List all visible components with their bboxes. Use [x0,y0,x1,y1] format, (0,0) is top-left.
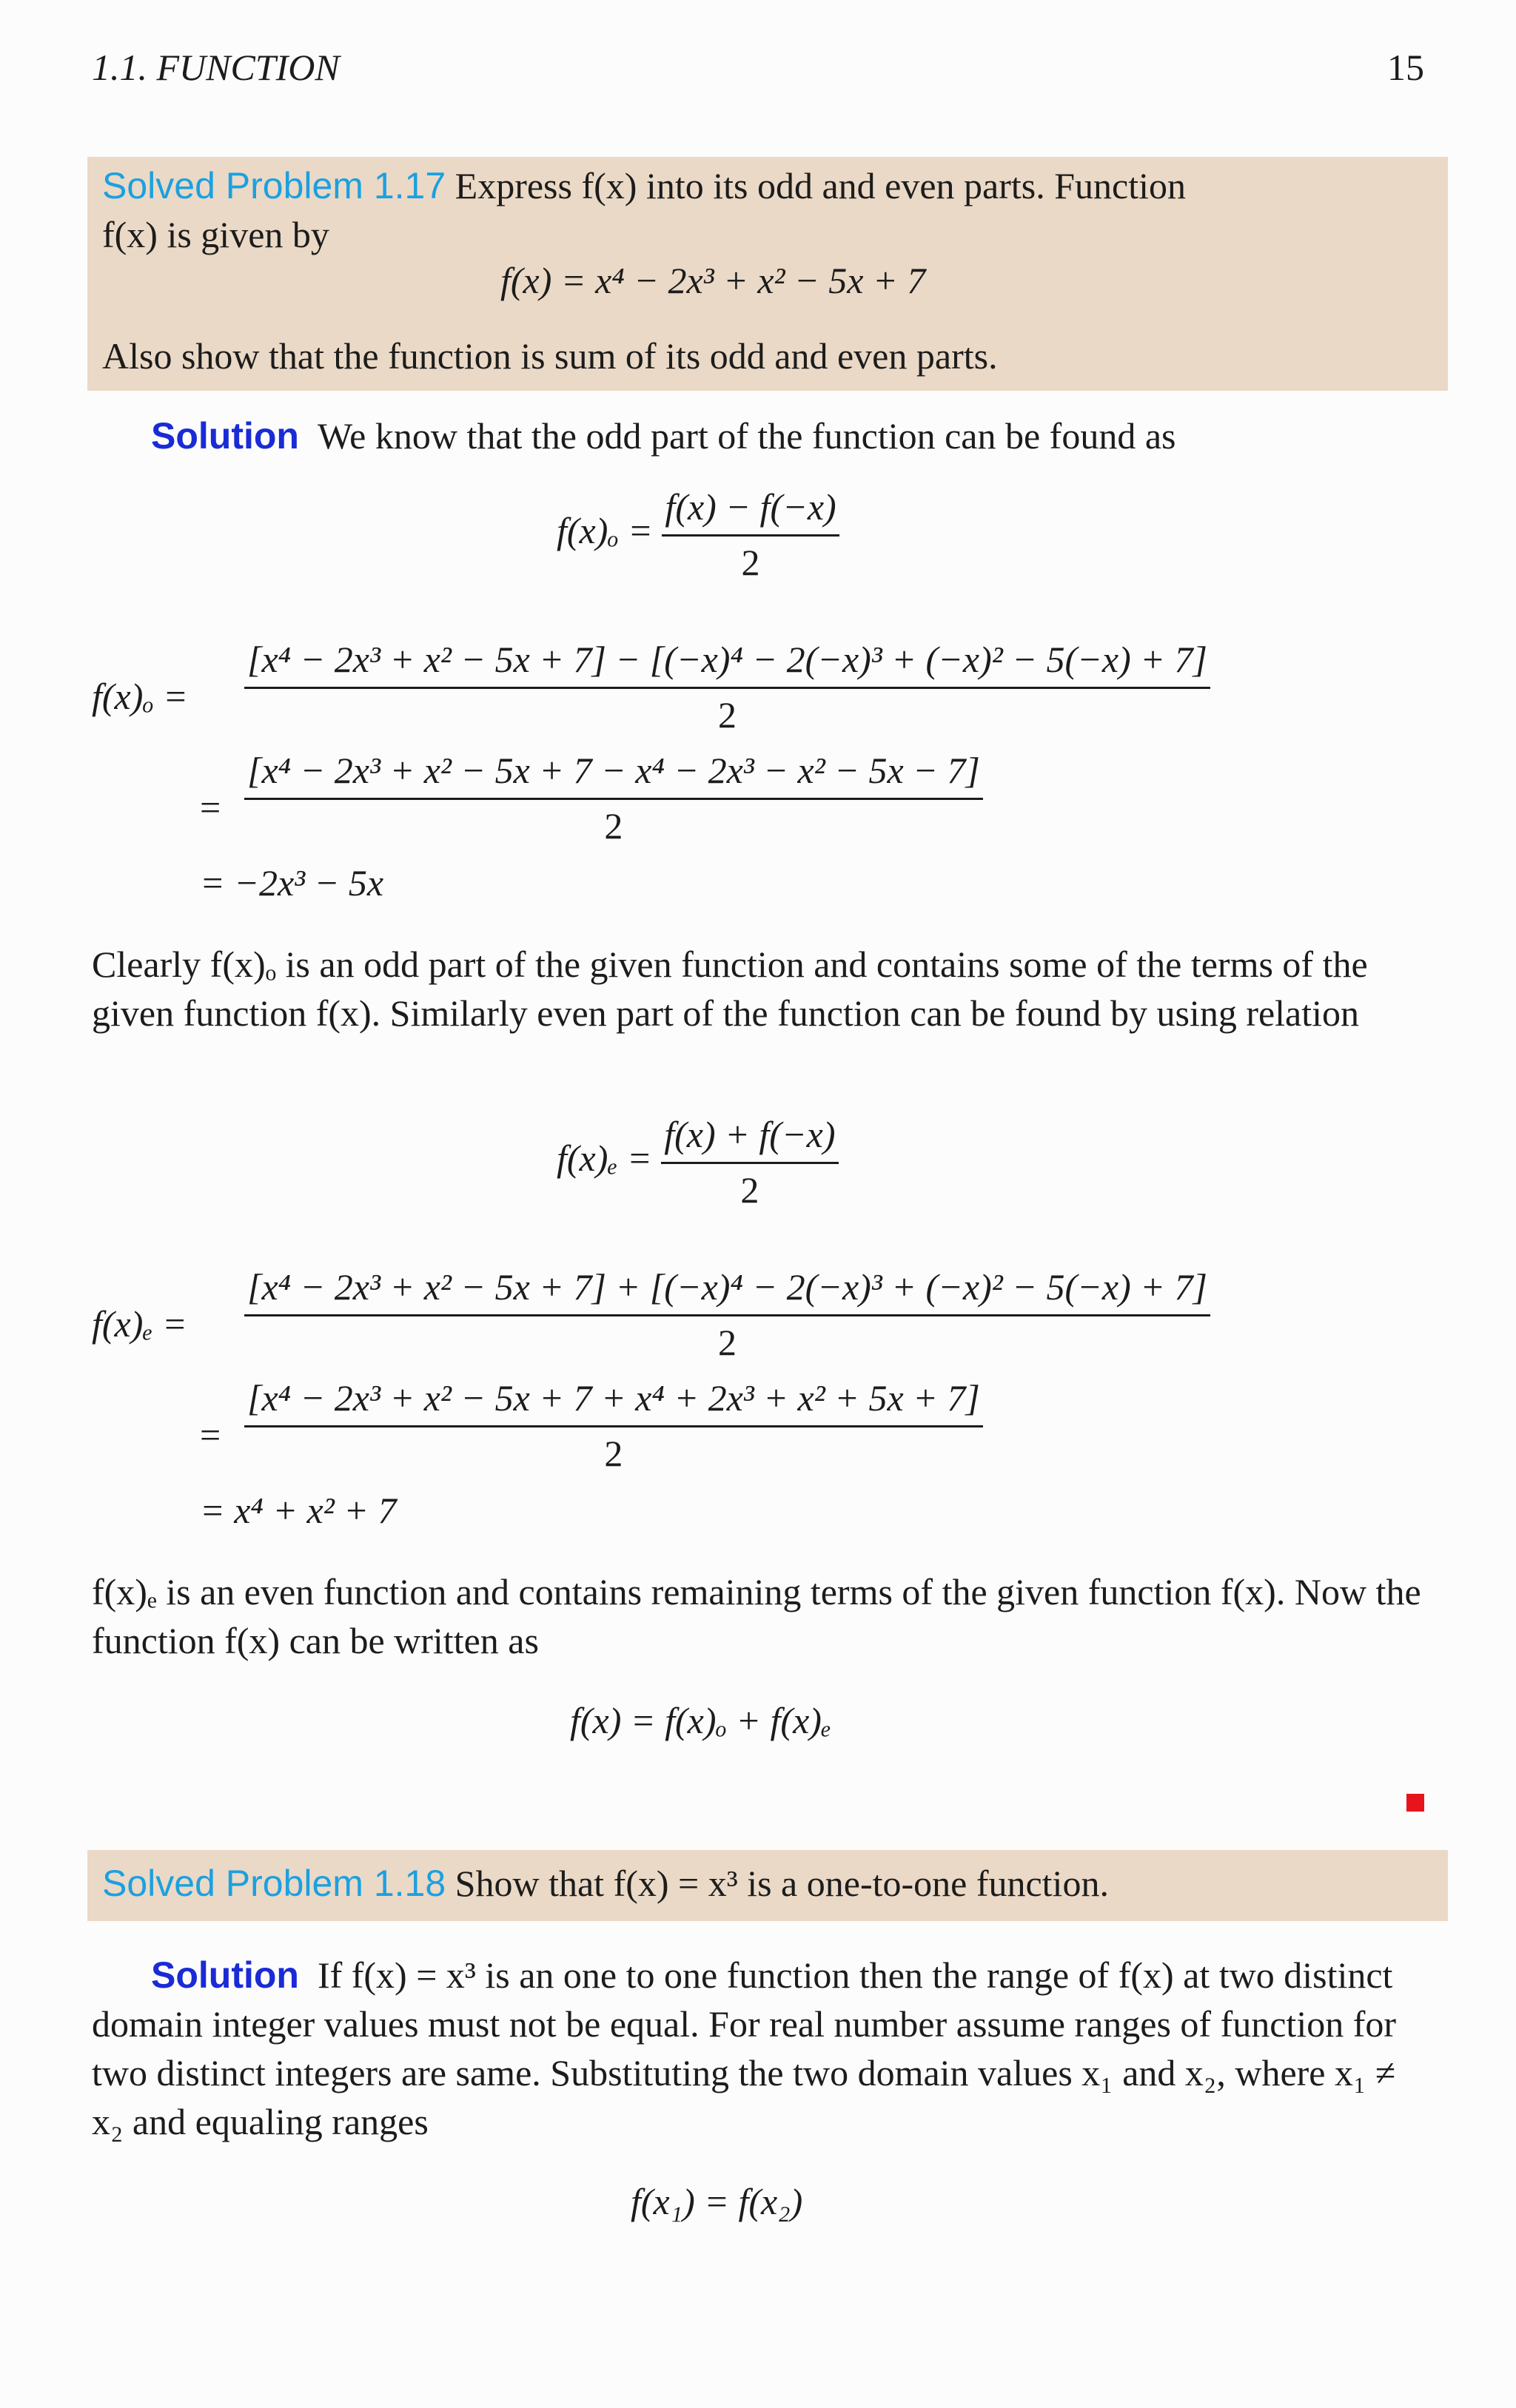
solution-1-18-paragraph [92,1951,1424,2146]
even-def-numerator: f(x) + f(−x) [661,1113,838,1164]
running-header-section: 1.1. FUNCTION [92,47,340,88]
odd-def-numerator: f(x) − f(−x) [662,485,839,537]
odd-lhs: f(x)ₒ = [92,676,188,717]
problem-text-line2: f(x) is given by [102,214,329,255]
odd-def-lhs: f(x)ₒ = [557,509,653,551]
problem-1-17-statement [102,161,1435,210]
problem-text-end: Also show that the function is sum of its odd and even parts. [102,335,998,377]
odd-step2-denominator: 2 [604,805,623,847]
even-step2-denominator: 2 [604,1433,623,1474]
solution-1-18-equation: f(x₁) = f(x₂) [631,2181,803,2222]
qed-mark [1406,1794,1424,1812]
odd-definition [557,485,839,584]
even-step2-numerator: [x⁴ − 2x³ + x² − 5x + 7 + x⁴ + 2x³ + x² + 5x + 7] [244,1376,983,1427]
page-number: 15 [1387,47,1424,88]
even-step1-numerator: [x⁴ − 2x³ + x² − 5x + 7] + [(−x)⁴ − 2(−x)³ + (−x)² − 5(−x) + 7] [244,1265,1210,1316]
problem-label: Solved Problem 1.17 [102,165,446,206]
paragraph-even-explanation: f(x)ₑ is an even function and contains remaining terms of the given function f(x). Now the function f(x) can be written as [92,1571,1421,1661]
paragraph-odd-explanation: Clearly f(x)ₒ is an odd part of the given function and contains some of the terms of the given function f(x). Similarly even part of the function can be found by using relation [92,944,1368,1034]
solution-label-1-18: Solution [151,1954,299,1996]
even-step2 [244,1376,983,1475]
even-step1 [244,1265,1210,1364]
problem-1-18-statement [102,1859,1435,1908]
odd-step2-numerator: [x⁴ − 2x³ + x² − 5x + 7 − x⁴ − 2x³ − x² − 5x − 7] [244,749,983,800]
odd-step1-numerator: [x⁴ − 2x³ + x² − 5x + 7] − [(−x)⁴ − 2(−x)³ + (−x)² − 5(−x) + 7] [244,638,1210,689]
solution-intro [151,411,1483,460]
odd-step2-equals: = [200,787,221,828]
odd-def-denominator: 2 [741,542,760,583]
even-def-denominator: 2 [740,1169,759,1211]
even-step2-equals: = [200,1414,221,1456]
solution-1-18-text: If f(x) = x³ is an one to one function then the range of f(x) at two distinct domain integer values must not be equal. For real number assume ranges of function for two distinct integers are same. Substituting the two domain values x₁ and x₂, where x₁ ≠ x₂ and equaling ranges [92,1954,1397,2142]
solution-intro-text: We know that the odd part of the function can be found as [317,415,1176,457]
even-definition [557,1113,839,1211]
problem-text-line1: Express f(x) into its odd and even parts. Function [446,165,1187,206]
odd-step2 [244,749,983,847]
even-result: = x⁴ + x² + 7 [200,1490,397,1531]
even-lhs: f(x)ₑ = [92,1303,187,1345]
problem-equation: f(x) = x⁴ − 2x³ + x² − 5x + 7 [500,260,926,301]
even-def-lhs: f(x)ₑ = [557,1137,652,1179]
odd-step1 [244,638,1210,736]
solution-label: Solution [151,415,299,457]
final-sum-equation: f(x) = f(x)ₒ + f(x)ₑ [570,1700,832,1741]
problem-1-18-text: Show that f(x) = x³ is a one-to-one function. [446,1863,1109,1904]
problem-label-1-18: Solved Problem 1.18 [102,1863,446,1904]
even-step1-denominator: 2 [717,1322,737,1363]
odd-step1-denominator: 2 [717,694,737,736]
odd-result: = −2x³ − 5x [200,862,384,904]
